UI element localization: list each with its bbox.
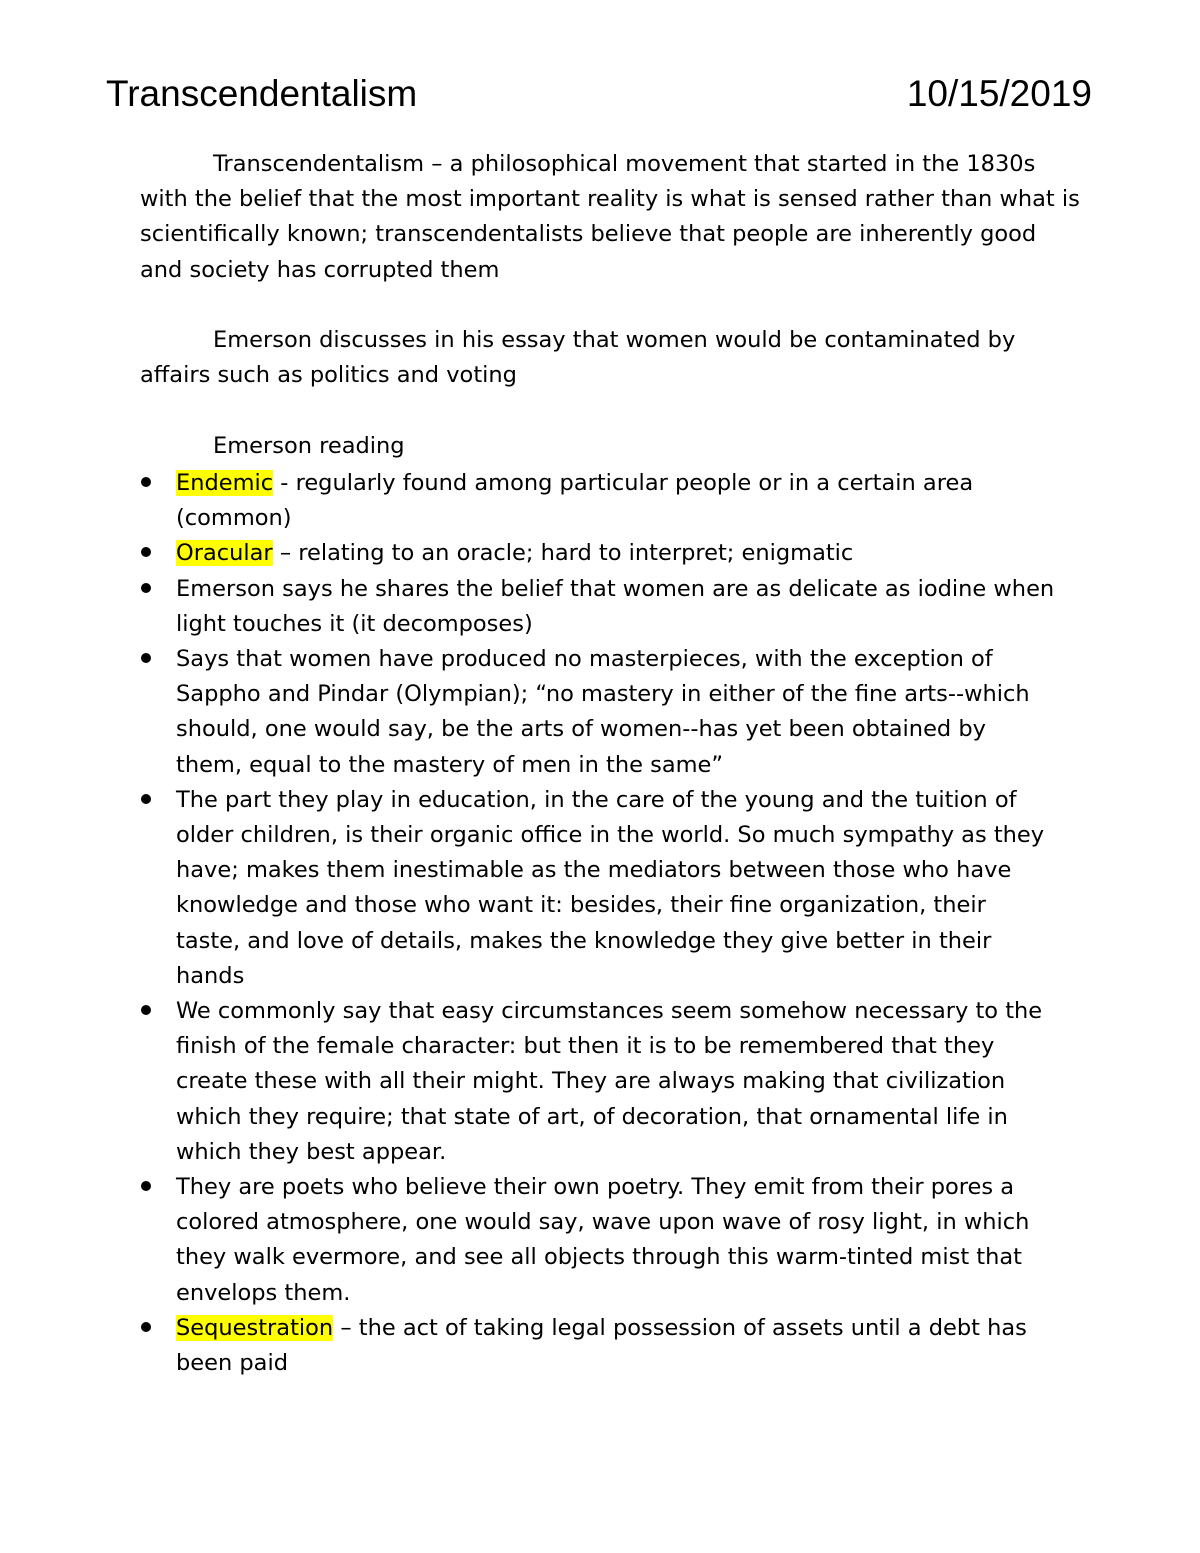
- bullet-text: They are poets who believe their own poetry. They emit from their pores a colored atmosphere, one would say, wave upon wave of rosy light, in which they walk evermore, and see all objects through this warm-tinted mist that envelops them.: [176, 1174, 1030, 1306]
- bullet-text: - regularly found among particular people or in a certain area (common): [176, 470, 974, 532]
- bullet-text: Emerson says he shares the belief that women are as delicate as iodine when light touches it (it decomposes): [176, 575, 1055, 637]
- bullet-icon: [141, 583, 151, 593]
- highlighted-term: Sequestration: [176, 1314, 334, 1341]
- bullet-text: Says that women have produced no masterpieces, with the exception of Sappho and Pindar (Olympian); “no mastery in either of the fine arts--which should, one would say, be the arts of women--has yet been obtained by them, equal to the mastery of men in the same”: [176, 646, 1030, 778]
- definition-paragraph: [140, 147, 1080, 288]
- list-item: [0, 572, 1056, 642]
- list-item: [0, 536, 1056, 571]
- list-item: [0, 466, 1056, 536]
- paragraph-text: Emerson reading: [213, 433, 405, 459]
- highlighted-term: Oracular: [176, 540, 273, 567]
- highlighted-term: Endemic: [176, 470, 274, 496]
- bullet-text: We commonly say that easy circumstances seem somehow necessary to the finish of the female character: but then it is to be remembered that they create these with all their might. They are always making that civilization which they require; that state of art, of decoration, that ornamental life in which they best appear.: [176, 998, 1043, 1165]
- bullet-text: – the act of taking legal possession of assets until a debt has been paid: [176, 1314, 1027, 1377]
- bullet-icon: [141, 1005, 151, 1015]
- bullet-icon: [141, 653, 151, 663]
- document-title: Transcendentalism: [106, 73, 418, 114]
- document-date: 10/15/2019: [906, 73, 1092, 114]
- bullet-text: The part they play in education, in the care of the young and the tuition of older children, is their organic office in the world. So much sympathy as they have; makes them inestimable as the mediators between those who have knowledge and those who want it: besides, their fine organization, their taste, and love of details, makes the knowledge they give better in their hands: [176, 786, 1045, 989]
- list-item: [0, 994, 1056, 1170]
- list-item: [0, 642, 1056, 783]
- list-item: [0, 1311, 1056, 1381]
- paragraph-text: Transcendentalism – a philosophical movement that started in the 1830s with the belief that the most important reality is what is sensed rather than what is scientifically known; transcendentalists believe that people are inherently good and society has corrupted them: [140, 151, 1080, 283]
- bullet-icon: [141, 794, 151, 804]
- notes-bullet-list: [0, 466, 1200, 1381]
- bullet-text: – relating to an oracle; hard to interpret; enigmatic: [272, 540, 854, 567]
- list-item: [0, 783, 1056, 994]
- list-item: [0, 1170, 1056, 1311]
- bullet-icon: [141, 477, 151, 487]
- bullet-icon: [141, 1181, 151, 1191]
- paragraph-text: Emerson discusses in his essay that women would be contaminated by affairs such as politics and voting: [140, 327, 1016, 389]
- emerson-reading-heading: [140, 429, 1080, 464]
- bullet-icon: [141, 547, 151, 557]
- bullet-icon: [141, 1322, 151, 1332]
- emerson-essay-paragraph: [140, 323, 1080, 393]
